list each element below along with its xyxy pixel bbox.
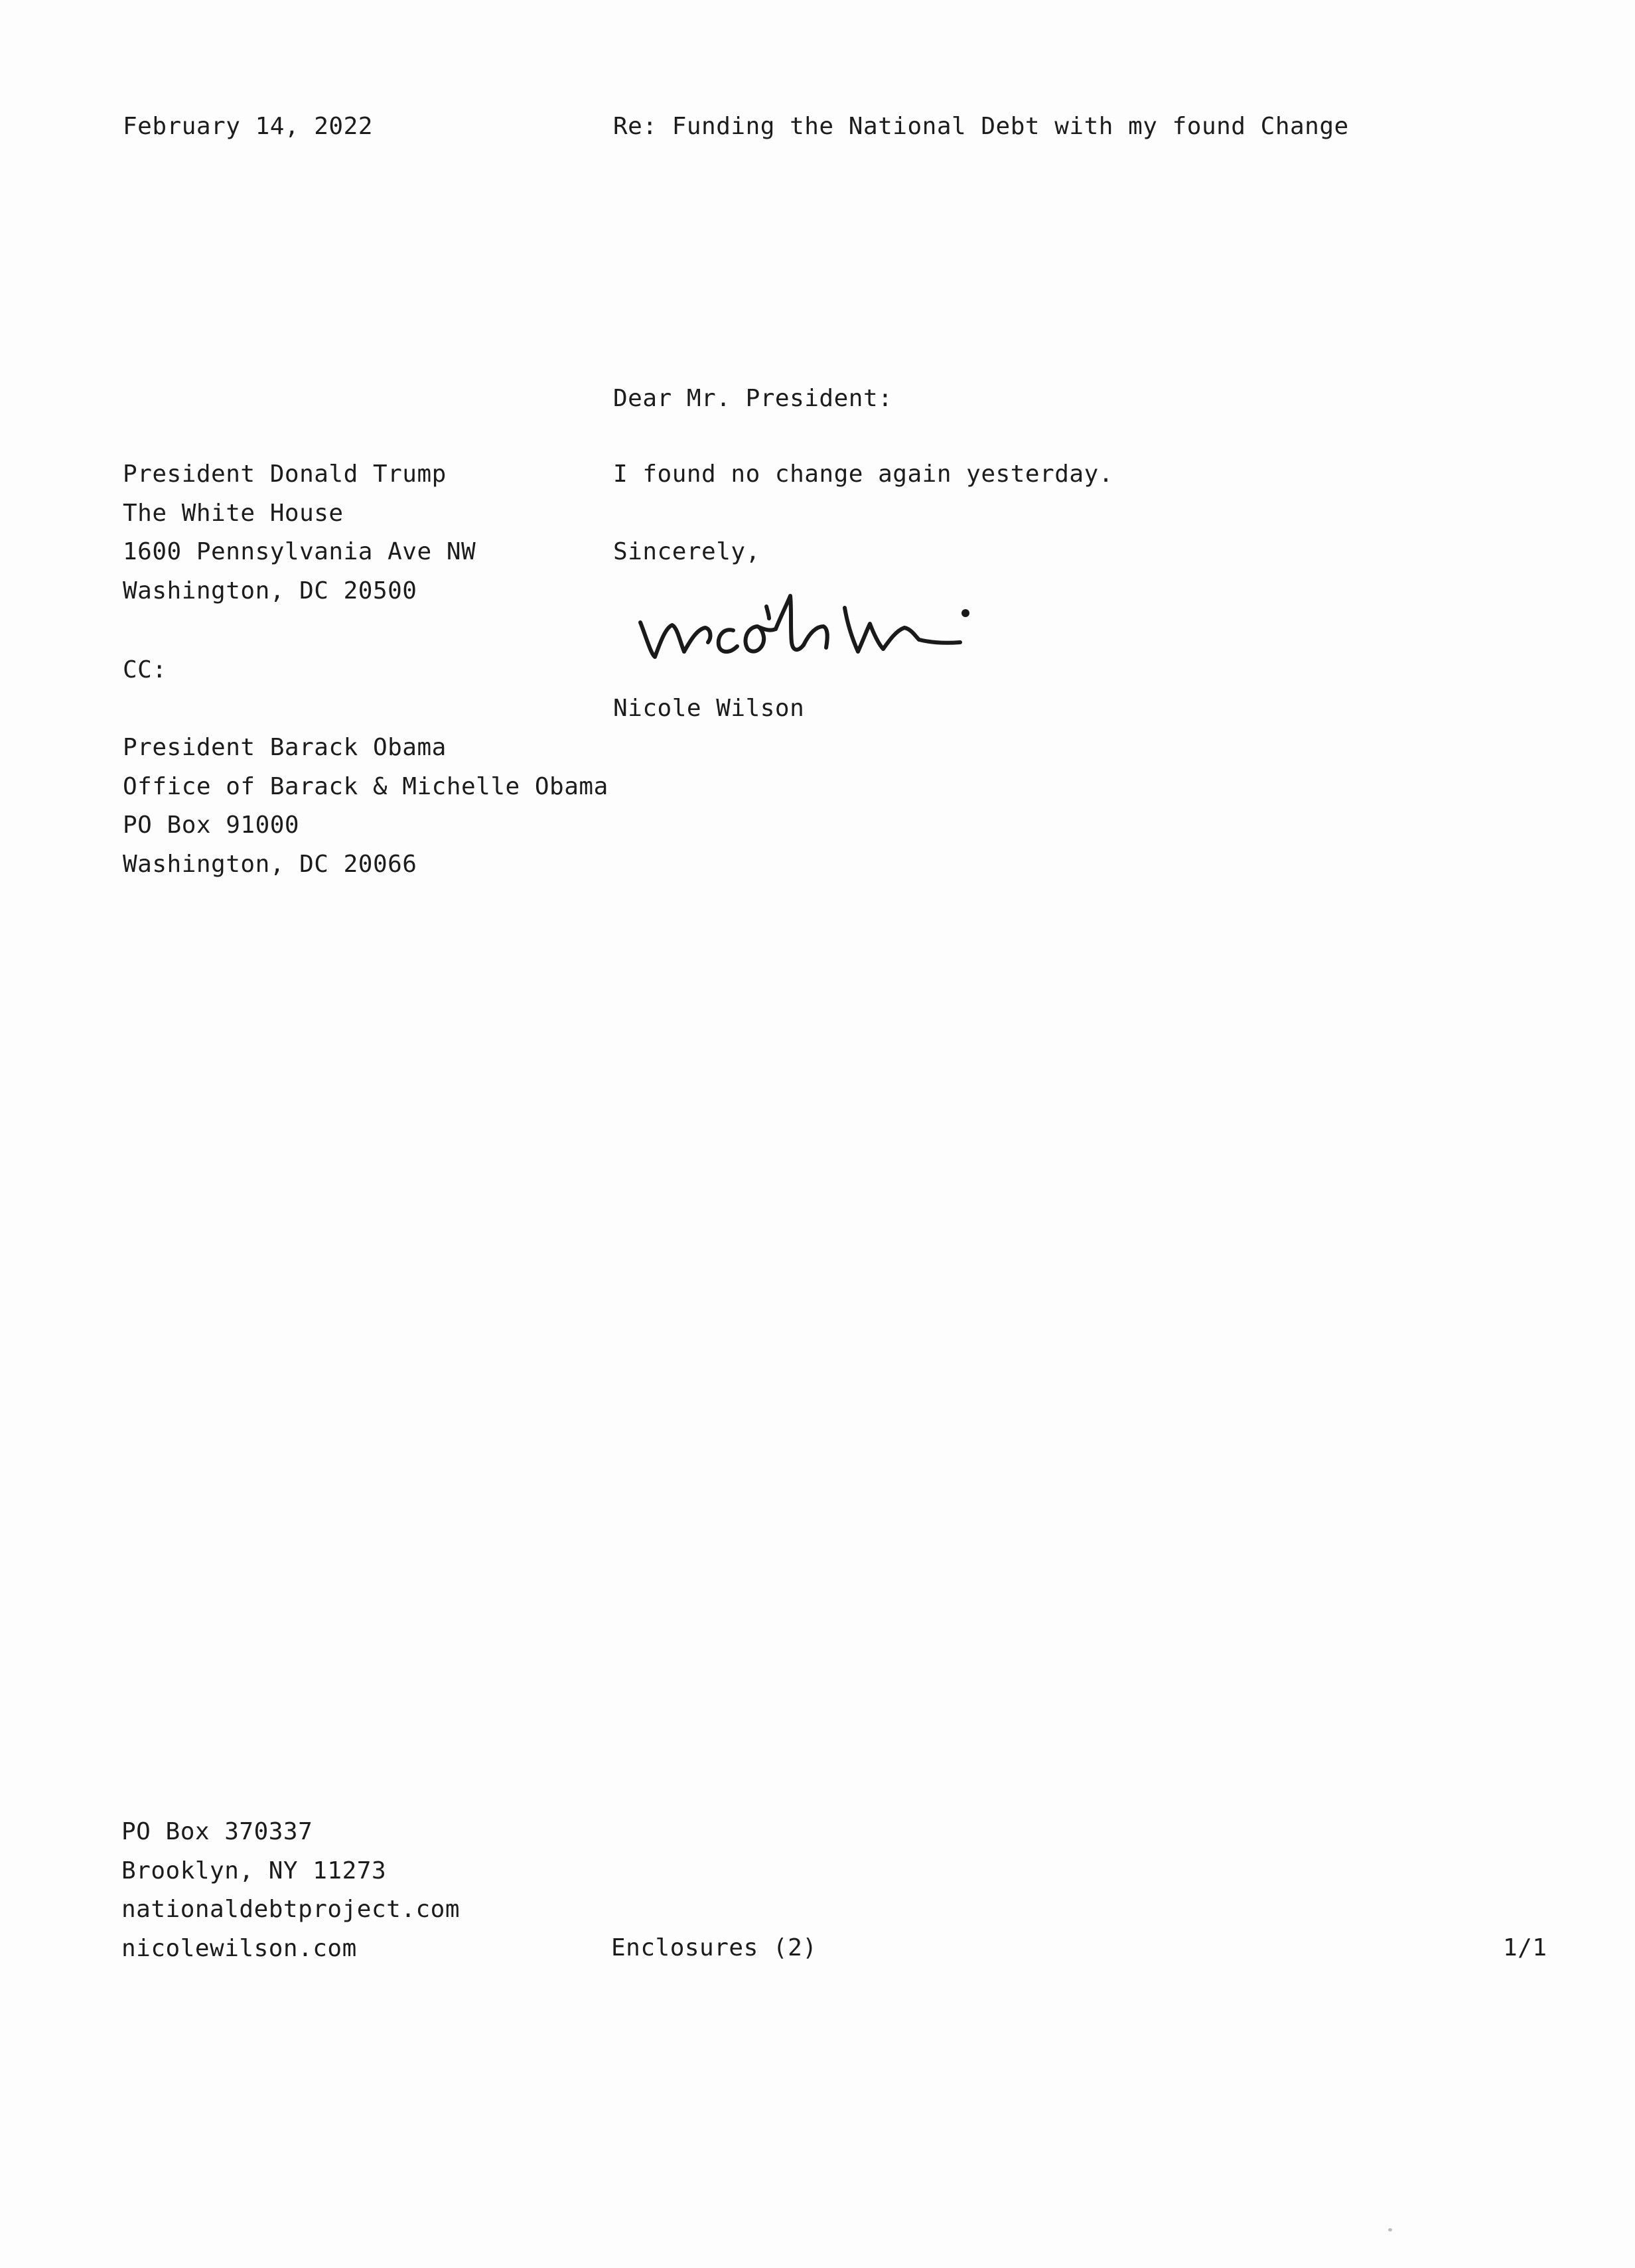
sender-link[interactable]: nicolewilson.com bbox=[121, 1934, 357, 1962]
closing: Sincerely, bbox=[613, 538, 760, 565]
recipient-line: The White House bbox=[123, 499, 344, 527]
recipient-line: Washington, DC 20500 bbox=[123, 577, 417, 604]
scan-speck bbox=[1388, 2228, 1392, 2232]
cc-line: Washington, DC 20066 bbox=[123, 850, 417, 878]
sender-line: PO Box 370337 bbox=[121, 1818, 313, 1845]
enclosures-note: Enclosures (2) bbox=[611, 1934, 818, 1961]
cc-line: PO Box 91000 bbox=[123, 812, 300, 839]
letter-body: I found no change again yesterday. bbox=[613, 461, 1113, 488]
sender-line: Brooklyn, NY 11273 bbox=[121, 1857, 387, 1884]
cc-label: CC: bbox=[123, 656, 167, 683]
letter-subject: Re: Funding the National Debt with my found Change bbox=[613, 113, 1349, 140]
handwritten-signature bbox=[634, 576, 992, 682]
salutation: Dear Mr. President: bbox=[613, 385, 893, 412]
sender-address bbox=[121, 1813, 460, 1968]
recipient-line: 1600 Pennsylvania Ave NW bbox=[123, 538, 476, 565]
signer-name: Nicole Wilson bbox=[613, 695, 805, 722]
cc-line: President Barack Obama bbox=[123, 734, 447, 761]
cc-address bbox=[123, 729, 608, 884]
recipient-line: President Donald Trump bbox=[123, 461, 447, 488]
sender-link[interactable]: nationaldebtproject.com bbox=[121, 1896, 460, 1923]
letter-date: February 14, 2022 bbox=[123, 113, 373, 140]
cc-line: Office of Barack & Michelle Obama bbox=[123, 772, 608, 800]
recipient-address bbox=[123, 455, 476, 610]
page-number: 1/1 bbox=[1503, 1934, 1547, 1961]
